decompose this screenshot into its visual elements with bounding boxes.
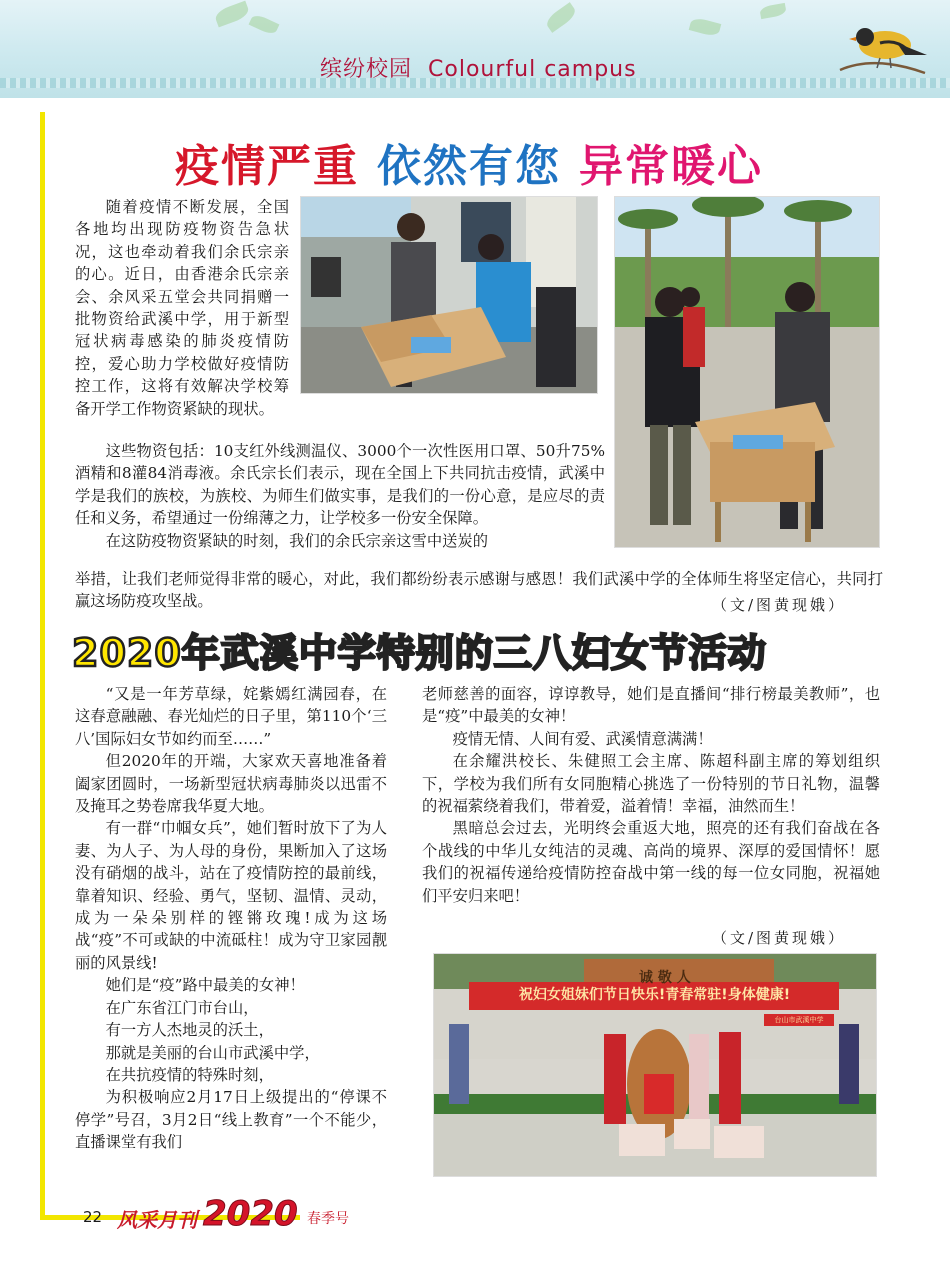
header-banner	[0, 0, 950, 98]
leaf-decoration	[759, 3, 787, 19]
yellow-rule-vertical	[40, 112, 45, 1220]
page-number: 22	[83, 1208, 103, 1226]
leaf-decoration	[544, 2, 579, 33]
section-title	[320, 52, 637, 83]
article2-byline: （文/图黄现娥）	[712, 929, 847, 947]
article1-title	[175, 130, 763, 194]
bird-icon	[835, 15, 930, 85]
article1-title-part3: 异常暖心	[579, 141, 763, 192]
article2-left-para: 在共抗疫情的特殊时刻，	[105, 1065, 274, 1084]
photo-gate-text: 诚 敬 人	[639, 970, 691, 986]
article2-left-para: 她们是“疫”路中最美的女神！	[105, 976, 305, 995]
article2-right-para: 疫情无情、人间有爱、武溪情意满满！	[452, 729, 713, 748]
photo-outdoor-handover	[614, 196, 880, 548]
article2-right-para: 老师慈善的面容，谆谆教导，她们是直播间“排行榜最美教师”，也是“疫”中最美的女神！	[422, 685, 880, 726]
photo-donation-handover	[300, 196, 598, 394]
photo-banner-text: 祝妇女姐妹们节日快乐!青春常驻!身体健康!	[518, 987, 791, 1003]
article1-para2	[75, 440, 605, 552]
issue-year: 2020	[203, 1194, 298, 1234]
article2-left-para: 那就是美丽的台山市武溪中学，	[105, 1043, 320, 1062]
article1-byline: （文/图黄现娥）	[712, 596, 847, 614]
article2-left-column	[75, 683, 387, 1154]
leaf-decoration	[213, 1, 250, 28]
section-title-cn: 缤纷校园	[320, 57, 413, 82]
article1-title-part2: 依然有您	[377, 141, 561, 192]
article2-right-para: 黑暗总会过去，光明终会重返大地，照亮的还有我们奋战在各个战线的中华儿女纯洁的灵魂、高尚的境界、深厚的爱国情怀！愿我们的祝福传递给疫情防控奋战中第一线的每一位女同胞，祝福她们平安归来吧！	[422, 819, 880, 905]
article1-para3a-text: 在这防疫物资紧缺的时刻，我们的余氏宗亲这雪中送炭的	[105, 531, 489, 550]
section-title-en: Colourful campus	[428, 57, 637, 82]
article2-left-para: 在广东省江门市台山，	[105, 998, 259, 1017]
article1-para1-text: 随着疫情不断发展，全国各地均出现防疫物资告急状况，这也牵动着我们余氏宗亲的心。近日，由香港余氏宗亲会、余风采五堂会共同捐赠一批物资给武溪中学，用于新型冠状病毒感染的肺炎疫情防控，爱心助力学校做好疫情防控工作，这将有效解决学校筹备开学工作物资紧缺的现状。	[75, 198, 289, 418]
article2-right-para: 在余耀洪校长、朱健照工会主席、陈超科副主席的筹划组织下，学校为我们所有女同胞精心挑选了一份特别的节日礼物，温馨的祝福萦绕着我们，带着爱，溢着情！幸福，油然而生！	[422, 752, 880, 816]
article2-left-para: 有一方人杰地灵的沃土，	[105, 1021, 274, 1040]
article1-para2-text: 这些物资包括：10支红外线测温仪、3000个一次性医用口罩、50升75%酒精和8灌84消毒液。余氏宗长们表示，现在全国上下共同抗击疫情，武溪中学是我们的族校，为族校、为师生们做实事，是我们的一份心意，是应尽的责任和义务，希望通过一份绵薄之力，让学校多一份安全保障。	[75, 442, 605, 528]
article2-left-para: 为积极响应2月17日上级提出的“停课不停学”号召，3月2日“线上教育”一个不能少，直播课堂有我们	[75, 1088, 387, 1152]
photo-womens-day-group	[433, 953, 877, 1177]
article1-title-part1: 疫情严重	[175, 141, 359, 192]
article2-left-para: 但2020年的开端，大家欢天喜地准备着阖家团圆时，一场新型冠状病毒肺炎以迅雷不及掩耳之势卷席我华夏大地。	[75, 752, 387, 816]
article1-para3b-text: 举措，让我们老师觉得非常的暖心，对此，我们都纷纷表示感谢与感恩！我们武溪中学的全体师生将坚定信心，共同打赢这场防疫攻坚战。	[75, 570, 883, 611]
article2-left-para: “又是一年芳草绿，姹紫嫣红满园春，在这春意融融、春光灿烂的日子里，第110个‘三八’国际妇女节如约而至……”	[75, 685, 387, 748]
article1-para1	[75, 196, 289, 420]
leaf-decoration	[689, 16, 722, 37]
article2-title: 2020年武溪中学特别的三八妇女节活动	[72, 631, 767, 675]
issue-season: 春季号	[307, 1211, 349, 1227]
leaf-decoration	[249, 13, 280, 37]
article2-right-column	[422, 683, 880, 907]
article2-left-para: 有一群“巾帼女兵”，她们暂时放下了为人妻、为人子、为人母的身份，果断加入了这场没有硝烟的战斗，站在了疫情防控的最前线，靠着知识、经验、勇气，坚韧、温情、灵动，成为一朵朵别样的铿锵玫瑰!成为这场战“疫”不可或缺的中流砥柱！成为守卫家园靓丽的风景线!	[75, 819, 387, 972]
magazine-name: 风采月刊	[117, 1208, 197, 1232]
photo-banner-sub: 台山市武溪中学	[774, 1016, 824, 1024]
